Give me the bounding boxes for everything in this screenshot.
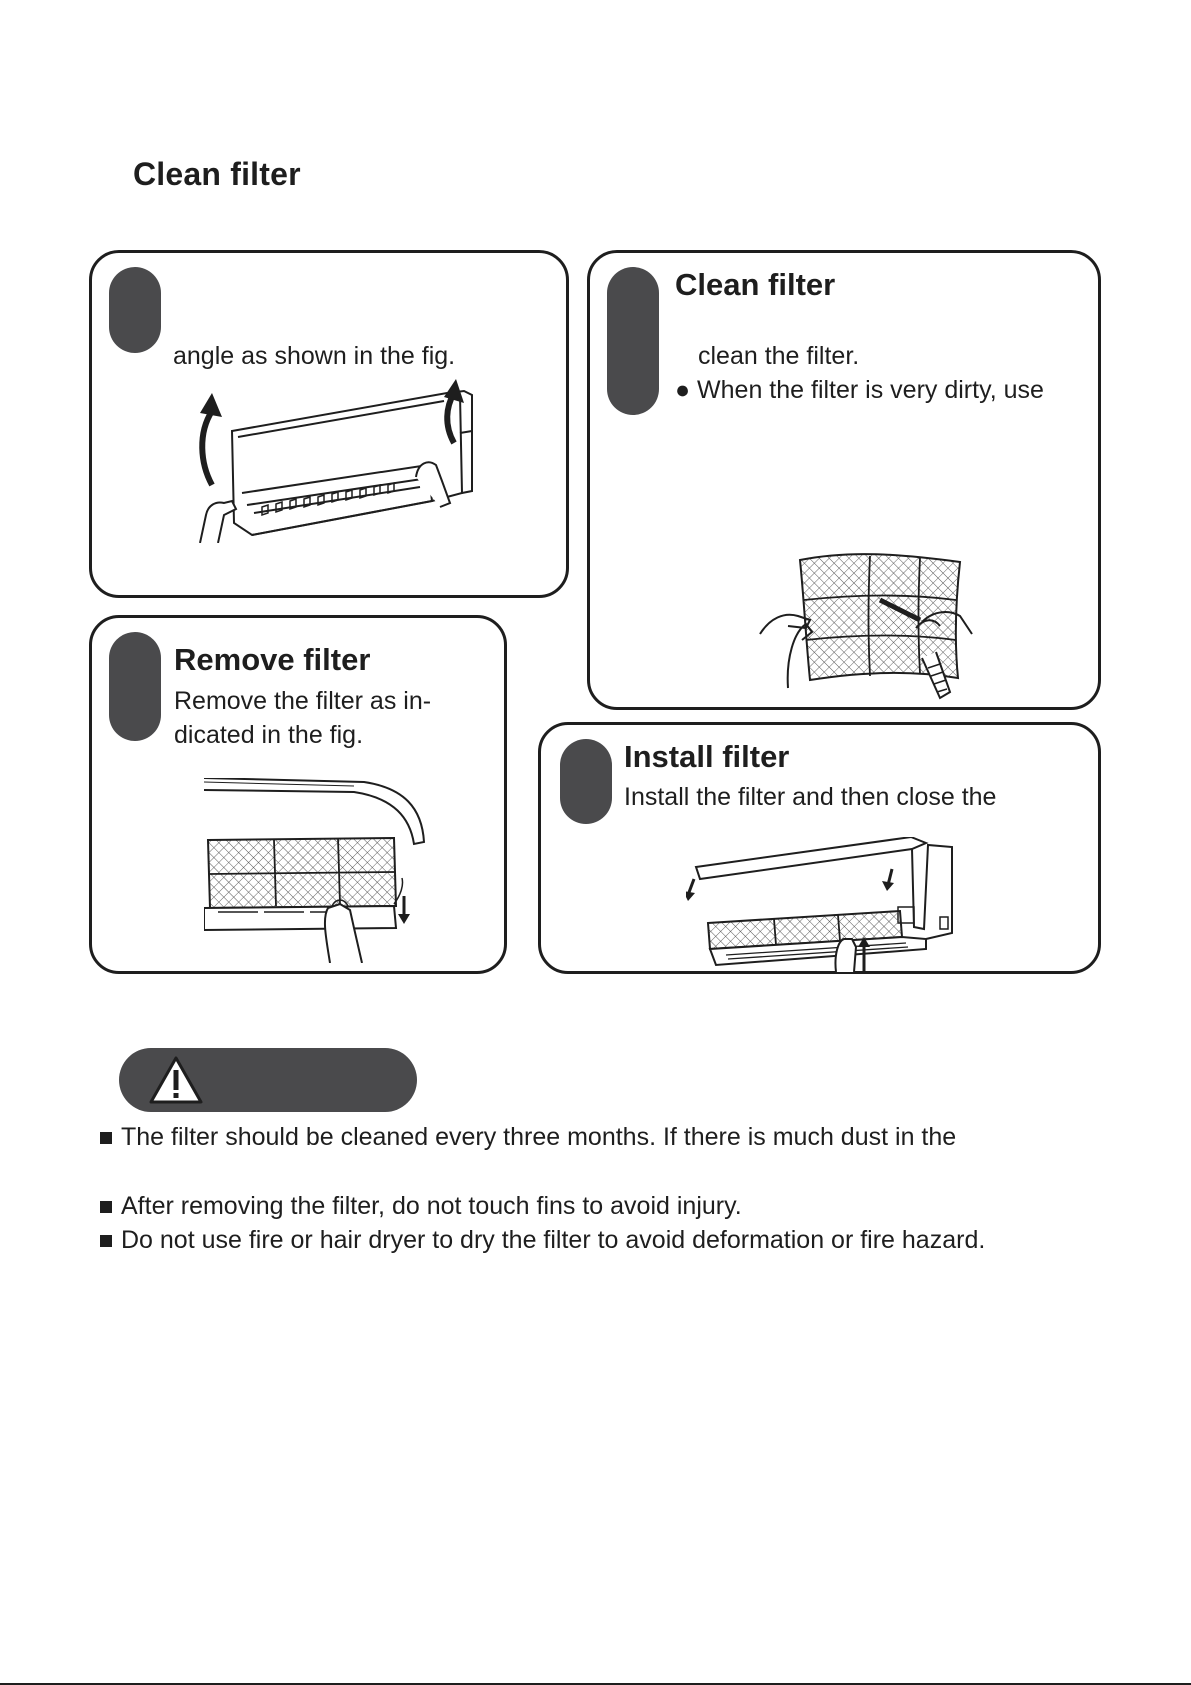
step-card-remove-filter [89,615,507,974]
page-title: Clean filter [133,156,301,192]
warning-triangle-icon [148,1054,204,1106]
step-text-line: dicated in the fig. [174,721,364,749]
step-title: Clean filter [675,267,836,302]
step-text-line: Install the filter and then close the [624,783,997,811]
step-text-line: clean the filter. [698,342,860,370]
step-text-line: angle as shown in the fig. [173,342,456,370]
remove-filter-illustration [204,778,444,963]
caution-badge [119,1048,417,1112]
step-text-line: Remove the filter as in- [174,687,432,715]
step-number-badge [560,739,612,824]
caution-note [100,1192,742,1221]
step-title: Install filter [624,739,790,774]
step-number-badge [109,267,161,353]
square-bullet-icon [100,1132,112,1144]
step-number-badge [109,632,161,741]
square-bullet-icon [100,1235,112,1247]
step-card-open-panel [89,250,569,598]
step-title: Remove filter [174,642,371,677]
caution-note [100,1226,985,1255]
open-panel-illustration [192,373,492,543]
step-number-badge [607,267,659,415]
clean-filter-illustration [750,548,990,708]
step-card-install-filter [538,722,1101,974]
caution-note-text: Do not use fire or hair dryer to dry the filter to avoid deformation or fire hazard. [121,1226,986,1254]
caution-note-text: After removing the filter, do not touch fins to avoid injury. [121,1192,742,1220]
caution-note-text: The filter should be cleaned every three months. If there is much dust in the [121,1123,957,1151]
caution-note [100,1123,956,1152]
install-filter-illustration [686,837,956,972]
step-card-clean-filter [587,250,1101,710]
square-bullet-icon [100,1201,112,1213]
step-text-line: ● When the filter is very dirty, use [675,376,1044,404]
